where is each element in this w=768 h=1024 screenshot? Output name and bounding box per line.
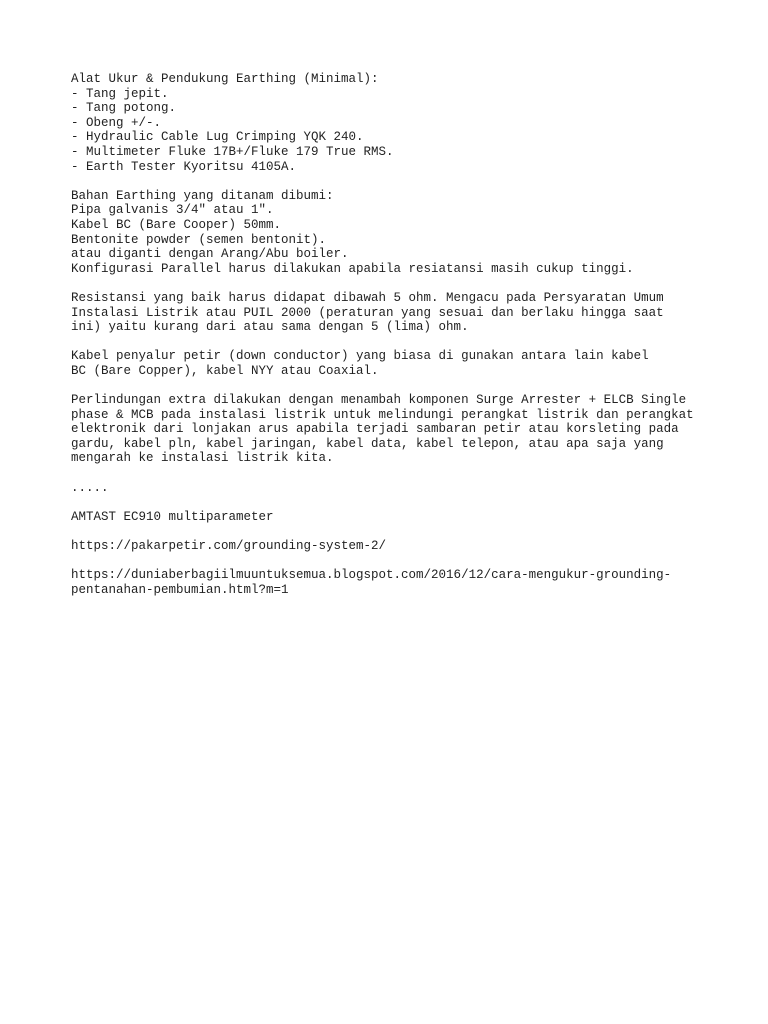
text-line: Bentonite powder (semen bentonit).	[71, 232, 327, 247]
text-line: phase & MCB pada instalasi listrik untuk melindungi perangkat listrik dan perangkat	[71, 407, 694, 422]
paragraph-resistance-requirement	[71, 291, 711, 335]
text-line: ini) yaitu kurang dari atau sama dengan 5 (lima) ohm.	[71, 320, 469, 335]
paragraph-instrument-note	[71, 510, 711, 525]
text-line: gardu, kabel pln, kabel jaringan, kabel data, kabel telepon, atau apa saja yang	[71, 436, 664, 451]
text-line: Instalasi Listrik atau PUIL 2000 (peraturan yang sesuai dan berlaku hingga saat	[71, 305, 664, 320]
paragraph-extra-protection	[71, 393, 711, 466]
text-line: - Earth Tester Kyoritsu 4105A.	[71, 159, 297, 174]
text-line: .....	[71, 480, 109, 495]
text-line: - Tang potong.	[71, 101, 177, 116]
text-line: pentanahan-pembumian.html?m=1	[71, 582, 289, 597]
paragraph-ellipsis	[71, 481, 711, 496]
text-line: elektronik dari lonjakan arus apabila terjadi sambaran petir atau korsleting pada	[71, 422, 679, 437]
text-line: Bahan Earthing yang ditanam dibumi:	[71, 188, 334, 203]
document-page	[71, 72, 711, 612]
text-line: atau diganti dengan Arang/Abu boiler.	[71, 247, 349, 262]
text-line: mengarah ke instalasi listrik kita.	[71, 451, 334, 466]
text-line: BC (Bare Copper), kabel NYY atau Coaxial.	[71, 363, 379, 378]
paragraph-link-pakarpetir	[71, 539, 711, 554]
text-line: AMTAST EC910 multiparameter	[71, 509, 274, 524]
text-line: Kabel penyalur petir (down conductor) yang biasa di gunakan antara lain kabel	[71, 349, 649, 364]
text-line: Alat Ukur & Pendukung Earthing (Minimal):	[71, 72, 379, 86]
paragraph-down-conductor	[71, 349, 711, 378]
text-line: Perlindungan extra dilakukan dengan menambah komponen Surge Arrester + ELCB Single	[71, 393, 687, 408]
text-line: Pipa galvanis 3/4" atau 1".	[71, 203, 274, 218]
text-line: Resistansi yang baik harus didapat dibawah 5 ohm. Mengacu pada Persyaratan Umum	[71, 290, 664, 305]
paragraph-earthing-materials	[71, 189, 711, 277]
text-line: Konfigurasi Parallel harus dilakukan apabila resiatansi masih cukup tinggi.	[71, 261, 634, 276]
paragraph-link-blogspot	[71, 568, 711, 597]
text-line: https://pakarpetir.com/grounding-system-2/	[71, 539, 387, 553]
text-line: - Multimeter Fluke 17B+/Fluke 179 True RMS.	[71, 144, 394, 159]
paragraph-earthing-tools	[71, 72, 711, 174]
text-line: Kabel BC (Bare Cooper) 50mm.	[71, 217, 282, 232]
text-line: - Tang jepit.	[71, 86, 169, 101]
text-line: - Obeng +/-.	[71, 115, 162, 130]
text-line: - Hydraulic Cable Lug Crimping YQK 240.	[71, 130, 364, 145]
text-line: https://duniaberbagiilmuuntuksemua.blogspot.com/2016/12/cara-mengukur-grounding-	[71, 568, 672, 583]
